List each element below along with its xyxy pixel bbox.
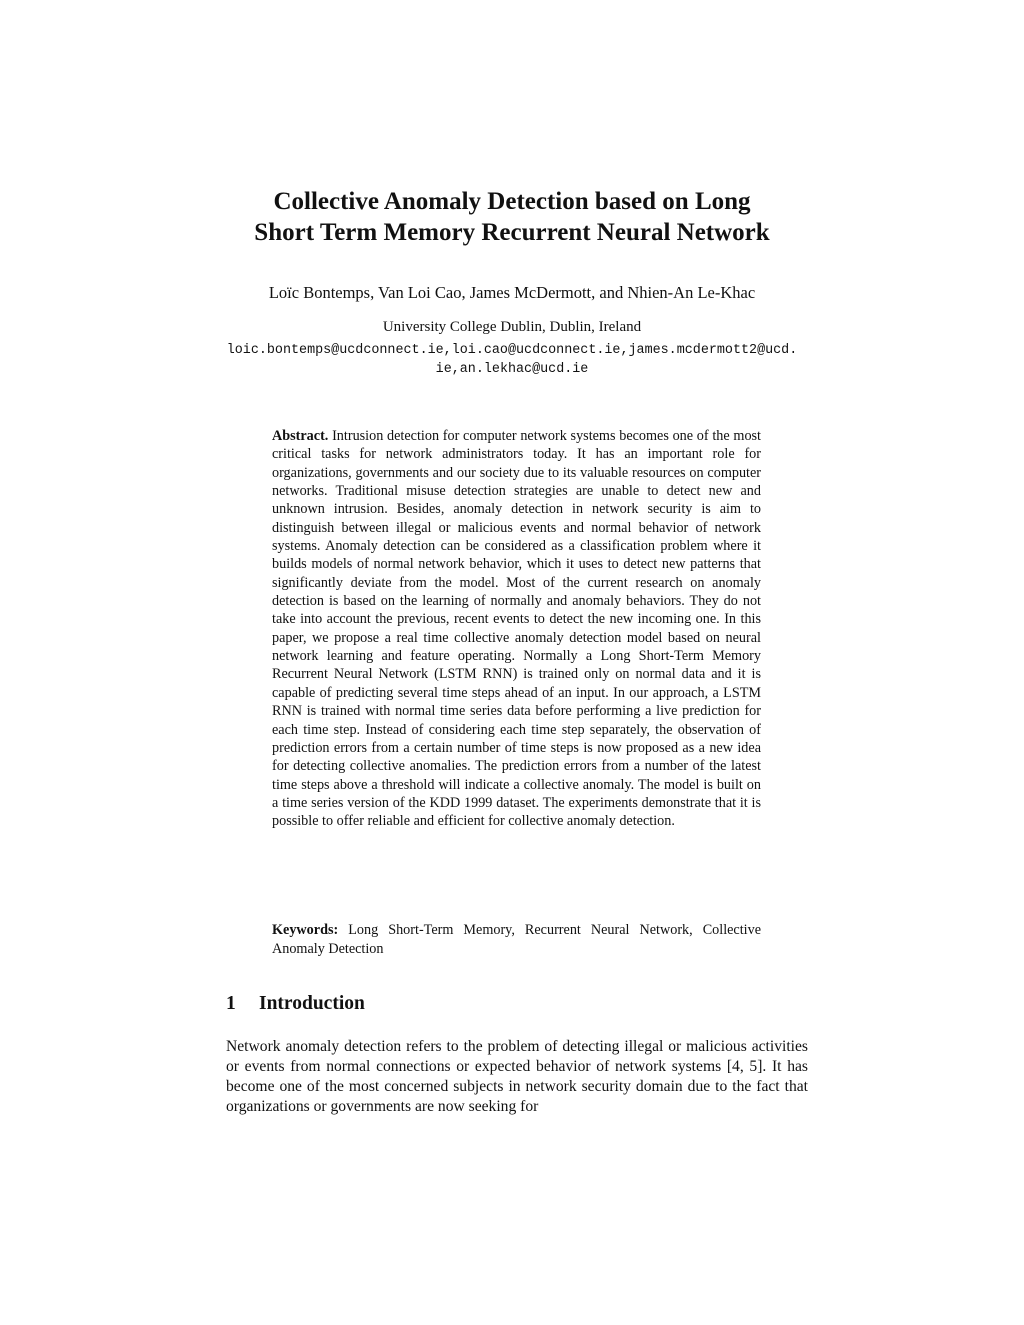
email-addresses [0, 341, 1024, 379]
email-line-1: loic.bontemps@ucdconnect.ie,loi.cao@ucdconnect.ie,james.mcdermott2@ucd. [226, 343, 798, 358]
section-title: Introduction [259, 993, 365, 1014]
title-line-1: Collective Anomaly Detection based on Long [273, 188, 751, 215]
title-line-2: Short Term Memory Recurrent Neural Network [254, 219, 770, 246]
section-heading [226, 993, 365, 1015]
paper-title [0, 186, 1024, 248]
keywords [272, 921, 761, 958]
keywords-label: Keywords: [272, 922, 339, 938]
affiliation: University College Dublin, Dublin, Ireland [382, 319, 642, 335]
keywords-text: Long Short-Term Memory, Recurrent Neural Network, Collective Anomaly Detection [272, 922, 762, 957]
author-list: Loïc Bontemps, Van Loi Cao, James McDermott, and Nhien-An Le-Khac [268, 283, 756, 302]
abstract-label: Abstract. [272, 428, 329, 444]
abstract-text: Intrusion detection for computer network systems becomes one of the most critical tasks for network administrators today. It has an important role for organizations, governments and our society due to its valuable resources on computer networks. Traditional misuse detection strategies are unable to detect new and unknown intrusion. Besides, anomaly detection in network security is aim to distinguish between illegal or malicious events and normal behavior of network systems. Anomaly detection can be considered as a classification problem where it builds models of normal network behavior, which it uses to detect new patterns that significantly deviate from the model. Most of the current research on anomaly detection is based on the learning of normally and anomaly behaviors. They do not take into account the previous, recent events to detect the new incoming one. In this paper, we propose a real time collective anomaly detection model based on neural network learning and feature operating. Normally a Long Short-Term Memory Recurrent Neural Network (LSTM RNN) is trained only on normal data and it is capable of predicting several time steps ahead of an input. In our approach, a LSTM RNN is trained with normal time series data before performing a live prediction for each time step. Instead of considering each time step separately, the observation of prediction errors from a certain number of time steps is now proposed as a new idea for detecting collective anomalies. The prediction errors from a number of the latest time steps above a threshold will indicate a collective anomaly. The model is built on a time series version of the KDD 1999 dataset. The experiments demonstrate that it is possible to offer reliable and efficient for collective anomaly detection. [272, 428, 761, 830]
intro-paragraph: Network anomaly detection refers to the problem of detecting illegal or malicious activities or events from normal connections or expected behavior of network systems [4, 5]. It has become one of the most concerned subjects in network security domain due to the fact that organizations or governments are now seeking for [226, 1038, 808, 1115]
abstract [272, 427, 761, 831]
section-number: 1 [226, 993, 236, 1014]
email-line-2: ie,an.lekhac@ucd.ie [435, 362, 589, 377]
